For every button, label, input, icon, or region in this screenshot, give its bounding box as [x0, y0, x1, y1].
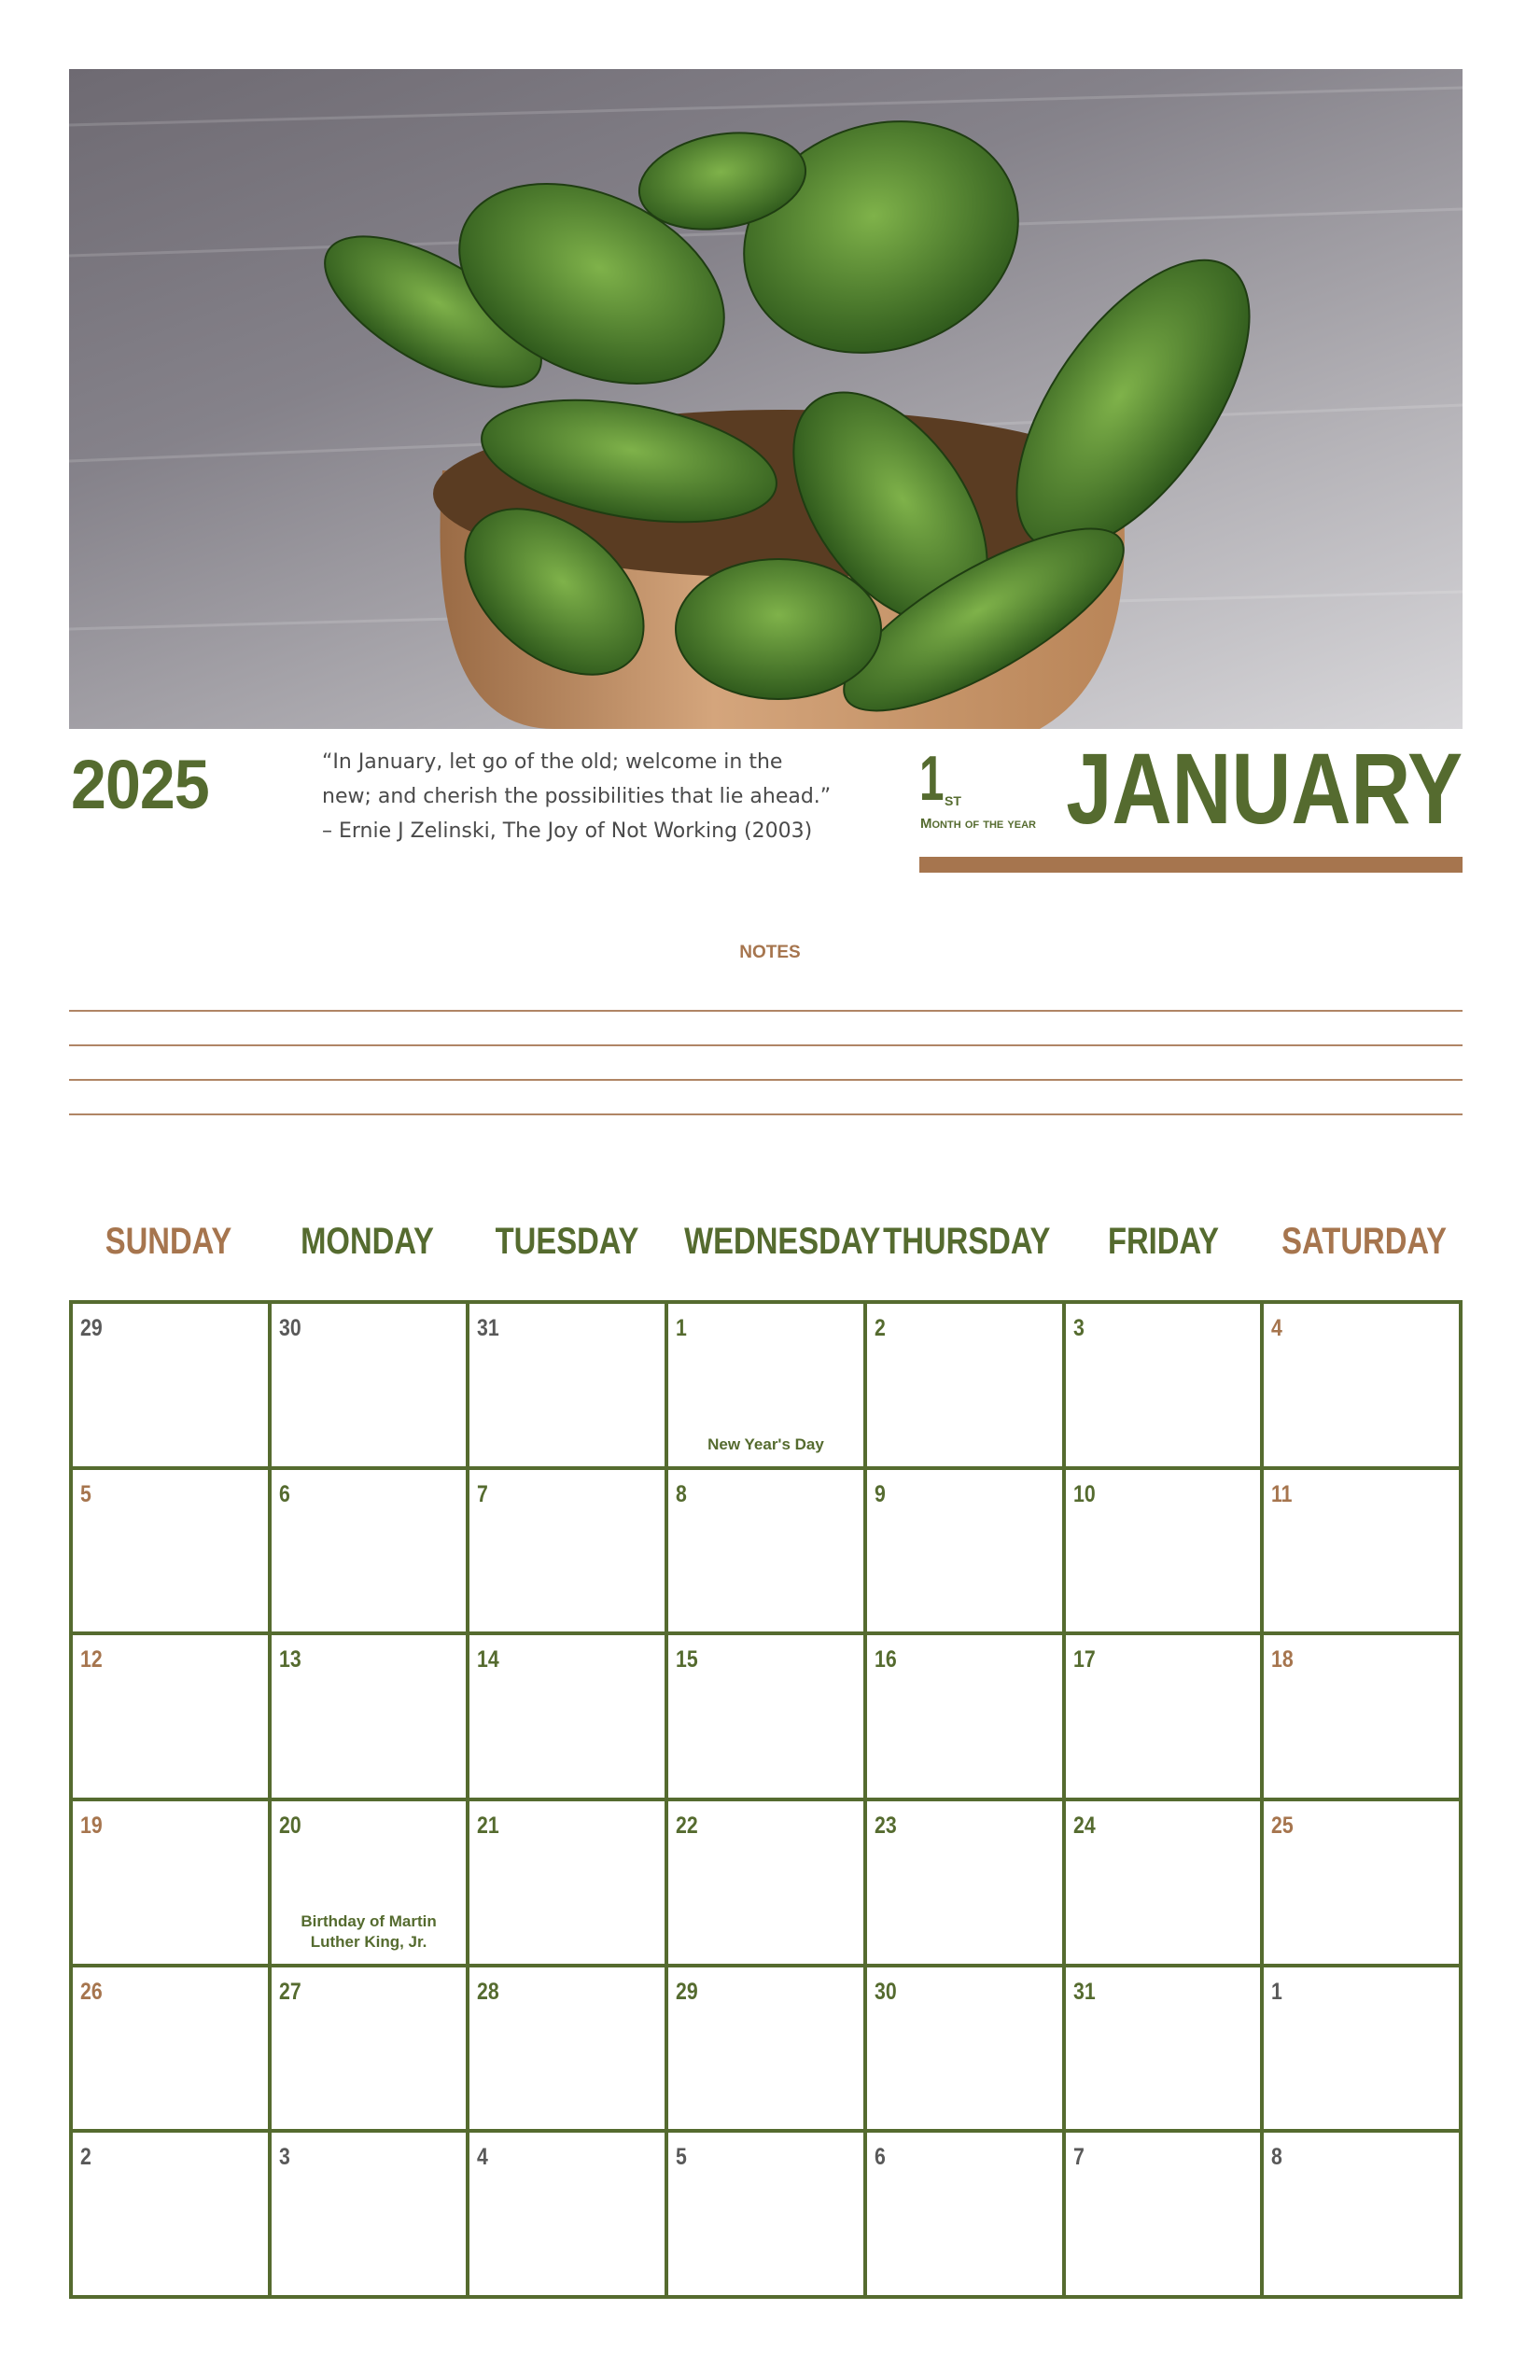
day-number: 27 [278, 1978, 301, 2005]
month-divider-bar [919, 857, 1463, 873]
day-number: 30 [874, 1978, 897, 2005]
calendar-day-cell[interactable] [666, 1468, 865, 1634]
day-number: 5 [676, 2144, 687, 2171]
day-event-label: Birthday of Martin Luther King, Jr. [301, 1911, 437, 1951]
day-number: 2 [80, 2144, 91, 2171]
day-number: 12 [80, 1646, 103, 1673]
calendar-day-cell[interactable] [270, 1468, 469, 1634]
weekday-header-sunday: SUNDAY [105, 1221, 232, 1262]
calendar-day-cell[interactable] [270, 1302, 469, 1468]
quote-line: new; and cherish the possibilities that lie ahead.” [322, 785, 832, 808]
day-number: 26 [80, 1978, 103, 2005]
day-number: 8 [1271, 2144, 1283, 2171]
day-number: 22 [676, 1813, 698, 1839]
calendar-day-cell[interactable] [865, 2131, 1064, 2297]
calendar-day-cell[interactable] [1262, 1633, 1461, 1799]
spinach-photo [69, 69, 1463, 729]
calendar-day-cell[interactable] [666, 1302, 865, 1468]
day-number: 3 [1072, 1315, 1085, 1341]
calendar-day-cell[interactable] [71, 1966, 270, 2132]
calendar-day-cell[interactable] [468, 2131, 666, 2297]
day-number: 2 [874, 1315, 886, 1341]
day-number: 1 [1271, 1978, 1283, 2005]
day-number: 1 [676, 1315, 687, 1341]
calendar-day-cell[interactable] [666, 1966, 865, 2132]
day-number: 7 [477, 1480, 489, 1507]
day-number: 4 [477, 2144, 489, 2171]
day-number: 14 [477, 1646, 500, 1673]
notes-line [69, 1010, 1463, 1012]
year: 2025 [71, 746, 209, 823]
calendar-day-cell[interactable] [1064, 2131, 1263, 2297]
calendar-day-cell[interactable] [865, 1302, 1064, 1468]
calendar-day-cell[interactable] [71, 1633, 270, 1799]
day-number: 23 [874, 1813, 897, 1839]
calendar-day-cell[interactable] [865, 1966, 1064, 2132]
calendar-day-cell[interactable] [468, 1302, 666, 1468]
day-number: 13 [278, 1646, 301, 1673]
calendar-day-cell[interactable] [865, 1633, 1064, 1799]
day-number: 29 [80, 1315, 103, 1341]
day-number: 6 [278, 1480, 290, 1507]
day-number: 20 [278, 1813, 301, 1839]
calendar-day-cell[interactable] [270, 1633, 469, 1799]
calendar-day-cell[interactable] [1262, 1966, 1461, 2132]
day-number: 30 [278, 1315, 301, 1341]
notes-line [69, 1079, 1463, 1081]
day-number: 25 [1271, 1813, 1294, 1839]
calendar-day-cell[interactable] [1064, 1799, 1263, 1966]
calendar-day-cell[interactable] [1064, 1966, 1263, 2132]
month-ordinal-label: Month of the year [920, 816, 1036, 832]
calendar-day-cell[interactable] [666, 1633, 865, 1799]
calendar-grid [69, 1300, 1463, 2299]
notes-label: NOTES [739, 943, 801, 962]
calendar-day-cell[interactable] [71, 1302, 270, 1468]
day-number: 31 [477, 1315, 500, 1341]
weekday-header-friday: FRIDAY [1108, 1221, 1220, 1262]
calendar-day-cell[interactable] [865, 1799, 1064, 1966]
calendar-day-cell[interactable] [666, 1799, 865, 1966]
notes-line [69, 1044, 1463, 1046]
weekday-header-monday: MONDAY [301, 1221, 435, 1262]
calendar-day-cell[interactable] [1064, 1302, 1263, 1468]
calendar-day-cell[interactable] [1064, 1468, 1263, 1634]
day-number: 4 [1271, 1315, 1283, 1341]
weekday-header-wednesday: WEDNESDAY [684, 1221, 881, 1262]
calendar-day-cell[interactable] [865, 1468, 1064, 1634]
day-number: 28 [477, 1978, 500, 2005]
month-title: JANUARY [1066, 732, 1463, 845]
calendar-day-cell[interactable] [1262, 1799, 1461, 1966]
day-event-label: New Year's Day [707, 1435, 824, 1453]
day-number: 24 [1072, 1813, 1096, 1839]
calendar-day-cell[interactable] [71, 2131, 270, 2297]
day-number: 18 [1271, 1646, 1294, 1673]
day-number: 6 [874, 2144, 886, 2171]
calendar-day-cell[interactable] [1064, 1633, 1263, 1799]
day-number: 10 [1072, 1480, 1096, 1507]
day-number: 11 [1271, 1480, 1293, 1507]
day-number: 17 [1072, 1646, 1096, 1673]
day-number: 3 [278, 2144, 290, 2171]
day-number: 9 [874, 1480, 886, 1507]
weekday-header-saturday: SATURDAY [1281, 1221, 1447, 1262]
calendar-day-cell[interactable] [468, 1966, 666, 2132]
day-number: 15 [676, 1646, 698, 1673]
calendar-day-cell[interactable] [468, 1468, 666, 1634]
month-ordinal-number: 1 [919, 743, 945, 814]
calendar-day-cell[interactable] [1262, 2131, 1461, 2297]
calendar-day-cell[interactable] [71, 1468, 270, 1634]
month-quote [322, 745, 845, 848]
weekday-header-tuesday: TUESDAY [495, 1221, 638, 1262]
notes-line [69, 1113, 1463, 1115]
day-number: 21 [477, 1813, 500, 1839]
quote-attribution: – Ernie J Zelinski, The Joy of Not Working (2003) [322, 819, 813, 843]
day-number: 16 [874, 1646, 897, 1673]
calendar-day-cell[interactable] [1262, 1468, 1461, 1634]
day-number: 7 [1072, 2144, 1085, 2171]
calendar-day-cell[interactable] [71, 1799, 270, 1966]
day-number: 19 [80, 1813, 103, 1839]
header-photo [69, 69, 1463, 729]
day-number: 5 [80, 1480, 91, 1507]
calendar-day-cell[interactable] [1262, 1302, 1461, 1468]
calendar-day-cell[interactable] [270, 2131, 469, 2297]
day-number: 8 [676, 1480, 687, 1507]
quote-line: “In January, let go of the old; welcome in the [322, 750, 783, 774]
calendar-day-cell[interactable] [468, 1633, 666, 1799]
calendar-day-cell[interactable] [468, 1799, 666, 1966]
calendar-day-cell[interactable] [270, 1966, 469, 2132]
day-number: 31 [1072, 1978, 1096, 2005]
day-number: 29 [676, 1978, 698, 2005]
calendar-day-cell[interactable] [270, 1799, 469, 1966]
month-ordinal-suffix: ST [945, 793, 961, 808]
calendar-day-cell[interactable] [666, 2131, 865, 2297]
weekday-header-thursday: THURSDAY [883, 1221, 1051, 1262]
